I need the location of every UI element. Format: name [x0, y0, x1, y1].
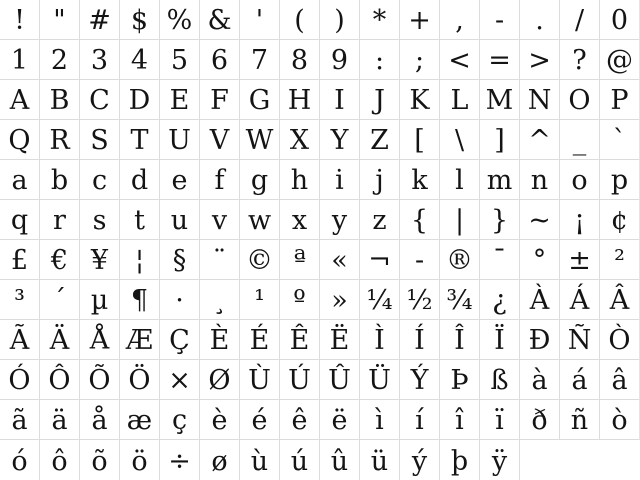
glyph-cell[interactable]: _: [560, 120, 600, 160]
glyph-cell[interactable]: M: [480, 80, 520, 120]
glyph-cell[interactable]: {: [400, 200, 440, 240]
glyph-cell[interactable]: G: [240, 80, 280, 120]
glyph-cell[interactable]: ¸: [200, 280, 240, 320]
empty-cell: [560, 440, 600, 480]
glyph-cell[interactable]: -: [400, 240, 440, 280]
glyph-cell[interactable]: 0: [600, 0, 640, 40]
glyph-cell[interactable]: Æ: [120, 320, 160, 360]
glyph-cell[interactable]: |: [440, 200, 480, 240]
glyph-cell[interactable]: Ë: [320, 320, 360, 360]
glyph-cell[interactable]: ~: [520, 200, 560, 240]
glyph-cell[interactable]: µ: [80, 280, 120, 320]
glyph-cell[interactable]: ÿ: [480, 440, 520, 480]
glyph-cell[interactable]: /: [560, 0, 600, 40]
glyph-cell[interactable]: Ô: [40, 360, 80, 400]
glyph-cell[interactable]: Ú: [280, 360, 320, 400]
glyph-cell[interactable]: î: [440, 400, 480, 440]
glyph-cell[interactable]: Ó: [0, 360, 40, 400]
glyph-cell[interactable]: ¦: [120, 240, 160, 280]
glyph-cell[interactable]: Ì: [360, 320, 400, 360]
glyph-cell[interactable]: Ø: [200, 360, 240, 400]
glyph-cell[interactable]: R: [40, 120, 80, 160]
glyph-cell[interactable]: Ü: [360, 360, 400, 400]
glyph-cell[interactable]: â: [600, 360, 640, 400]
glyph-cell[interactable]: S: [80, 120, 120, 160]
glyph-cell[interactable]: O: [560, 80, 600, 120]
glyph-cell[interactable]: ¨: [200, 240, 240, 280]
glyph-cell[interactable]: q: [0, 200, 40, 240]
glyph-cell[interactable]: i: [320, 160, 360, 200]
glyph-cell[interactable]: ½: [400, 280, 440, 320]
glyph-cell[interactable]: n: [520, 160, 560, 200]
glyph-cell[interactable]: @: [600, 40, 640, 80]
glyph-cell[interactable]: d: [120, 160, 160, 200]
glyph-cell[interactable]: e: [160, 160, 200, 200]
glyph-cell[interactable]: D: [120, 80, 160, 120]
glyph-cell[interactable]: ó: [0, 440, 40, 480]
glyph-cell[interactable]: c: [80, 160, 120, 200]
glyph-cell[interactable]: ©: [240, 240, 280, 280]
glyph-cell[interactable]: ÷: [160, 440, 200, 480]
glyph-cell[interactable]: È: [200, 320, 240, 360]
glyph-cell[interactable]: å: [80, 400, 120, 440]
glyph-cell[interactable]: ý: [400, 440, 440, 480]
glyph-cell[interactable]: ¿: [480, 280, 520, 320]
glyph-cell[interactable]: m: [480, 160, 520, 200]
glyph-cell[interactable]: :: [360, 40, 400, 80]
glyph-cell[interactable]: Ò: [600, 320, 640, 360]
glyph-cell[interactable]: 9: [320, 40, 360, 80]
glyph-cell[interactable]: p: [600, 160, 640, 200]
glyph-cell[interactable]: °: [520, 240, 560, 280]
glyph-cell[interactable]: ð: [520, 400, 560, 440]
glyph-cell[interactable]: ú: [280, 440, 320, 480]
glyph-cell[interactable]: 3: [80, 40, 120, 80]
glyph-cell[interactable]: u: [160, 200, 200, 240]
empty-cell: [600, 440, 640, 480]
glyph-cell[interactable]: £: [0, 240, 40, 280]
glyph-cell[interactable]: (: [280, 0, 320, 40]
glyph-cell[interactable]: ã: [0, 400, 40, 440]
glyph-cell[interactable]: ;: [400, 40, 440, 80]
glyph-cell[interactable]: ^: [520, 120, 560, 160]
glyph-cell[interactable]: -: [480, 0, 520, 40]
glyph-cell[interactable]: K: [400, 80, 440, 120]
glyph-cell[interactable]: +: [400, 0, 440, 40]
glyph-cell[interactable]: k: [400, 160, 440, 200]
glyph-cell[interactable]: J: [360, 80, 400, 120]
glyph-cell[interactable]: ò: [600, 400, 640, 440]
glyph-cell[interactable]: Û: [320, 360, 360, 400]
glyph-cell[interactable]: ü: [360, 440, 400, 480]
glyph-cell[interactable]: ¬: [360, 240, 400, 280]
glyph-cell[interactable]: ¥: [80, 240, 120, 280]
glyph-cell[interactable]: Ý: [400, 360, 440, 400]
glyph-cell[interactable]: <: [440, 40, 480, 80]
glyph-cell[interactable]: t: [120, 200, 160, 240]
glyph-cell[interactable]: ä: [40, 400, 80, 440]
glyph-cell[interactable]: x: [280, 200, 320, 240]
glyph-cell[interactable]: §: [160, 240, 200, 280]
glyph-cell[interactable]: I: [320, 80, 360, 120]
glyph-cell[interactable]: ´: [40, 280, 80, 320]
glyph-cell[interactable]: á: [560, 360, 600, 400]
glyph-cell[interactable]: E: [160, 80, 200, 120]
glyph-cell[interactable]: Á: [560, 280, 600, 320]
glyph-cell[interactable]: 1: [0, 40, 40, 80]
glyph-cell[interactable]: C: [80, 80, 120, 120]
glyph-cell[interactable]: s: [80, 200, 120, 240]
glyph-cell[interactable]: y: [320, 200, 360, 240]
glyph-cell[interactable]: Î: [440, 320, 480, 360]
glyph-cell[interactable]: þ: [440, 440, 480, 480]
glyph-cell[interactable]: #: [80, 0, 120, 40]
glyph-cell[interactable]: Ä: [40, 320, 80, 360]
glyph-cell[interactable]: Z: [360, 120, 400, 160]
glyph-cell[interactable]: À: [520, 280, 560, 320]
glyph-cell[interactable]: ö: [120, 440, 160, 480]
glyph-cell[interactable]: Ã: [0, 320, 40, 360]
glyph-cell[interactable]: û: [320, 440, 360, 480]
glyph-cell[interactable]: ': [240, 0, 280, 40]
glyph-cell[interactable]: ë: [320, 400, 360, 440]
glyph-cell[interactable]: ·: [160, 280, 200, 320]
glyph-cell[interactable]: ¼: [360, 280, 400, 320]
glyph-cell[interactable]: f: [200, 160, 240, 200]
glyph-cell[interactable]: Í: [400, 320, 440, 360]
glyph-cell[interactable]: X: [280, 120, 320, 160]
glyph-cell[interactable]: H: [280, 80, 320, 120]
glyph-cell[interactable]: »: [320, 280, 360, 320]
glyph-cell[interactable]: L: [440, 80, 480, 120]
glyph-cell[interactable]: Å: [80, 320, 120, 360]
glyph-cell[interactable]: Q: [0, 120, 40, 160]
glyph-cell[interactable]: ×: [160, 360, 200, 400]
glyph-cell[interactable]: !: [0, 0, 40, 40]
glyph-cell[interactable]: Â: [600, 280, 640, 320]
glyph-cell[interactable]: z: [360, 200, 400, 240]
empty-cell: [520, 440, 560, 480]
glyph-cell[interactable]: %: [160, 0, 200, 40]
glyph-cell[interactable]: 5: [160, 40, 200, 80]
glyph-cell[interactable]: í: [400, 400, 440, 440]
glyph-cell[interactable]: à: [520, 360, 560, 400]
glyph-cell[interactable]: ³: [0, 280, 40, 320]
glyph-cell[interactable]: .: [520, 0, 560, 40]
glyph-cell[interactable]: ]: [480, 120, 520, 160]
glyph-cell[interactable]: o: [560, 160, 600, 200]
glyph-cell[interactable]: ¶: [120, 280, 160, 320]
glyph-cell[interactable]: æ: [120, 400, 160, 440]
glyph-cell[interactable]: N: [520, 80, 560, 120]
glyph-cell[interactable]: \: [440, 120, 480, 160]
glyph-cell[interactable]: $: [120, 0, 160, 40]
glyph-cell[interactable]: A: [0, 80, 40, 120]
glyph-cell[interactable]: Ñ: [560, 320, 600, 360]
glyph-cell[interactable]: ¾: [440, 280, 480, 320]
glyph-cell[interactable]: Ù: [240, 360, 280, 400]
glyph-cell[interactable]: ù: [240, 440, 280, 480]
glyph-cell[interactable]: *: [360, 0, 400, 40]
glyph-cell[interactable]: ô: [40, 440, 80, 480]
glyph-cell[interactable]: ²: [600, 240, 640, 280]
glyph-cell[interactable]: >: [520, 40, 560, 80]
glyph-cell[interactable]: ñ: [560, 400, 600, 440]
glyph-cell[interactable]: Ê: [280, 320, 320, 360]
glyph-cell[interactable]: b: [40, 160, 80, 200]
glyph-cell[interactable]: 6: [200, 40, 240, 80]
glyph-cell[interactable]: g: [240, 160, 280, 200]
glyph-cell[interactable]: P: [600, 80, 640, 120]
glyph-cell[interactable]: h: [280, 160, 320, 200]
glyph-cell[interactable]: j: [360, 160, 400, 200]
glyph-cell[interactable]: ß: [480, 360, 520, 400]
glyph-cell[interactable]: º: [280, 280, 320, 320]
glyph-cell[interactable]: v: [200, 200, 240, 240]
glyph-cell[interactable]: a: [0, 160, 40, 200]
glyph-cell[interactable]: 8: [280, 40, 320, 80]
glyph-cell[interactable]: Ð: [520, 320, 560, 360]
glyph-cell[interactable]: l: [440, 160, 480, 200]
glyph-cell[interactable]: ï: [480, 400, 520, 440]
glyph-cell[interactable]: =: [480, 40, 520, 80]
glyph-cell[interactable]: ,: [440, 0, 480, 40]
glyph-cell[interactable]: ¹: [240, 280, 280, 320]
glyph-cell[interactable]: ¡: [560, 200, 600, 240]
glyph-cell[interactable]: [: [400, 120, 440, 160]
glyph-cell[interactable]: è: [200, 400, 240, 440]
glyph-cell[interactable]: ì: [360, 400, 400, 440]
glyph-cell[interactable]: Ï: [480, 320, 520, 360]
glyph-cell[interactable]: F: [200, 80, 240, 120]
glyph-cell[interactable]: B: [40, 80, 80, 120]
glyph-cell[interactable]: 4: [120, 40, 160, 80]
glyph-cell[interactable]: õ: [80, 440, 120, 480]
glyph-cell[interactable]: Y: [320, 120, 360, 160]
glyph-cell[interactable]: ®: [440, 240, 480, 280]
glyph-cell[interactable]: w: [240, 200, 280, 240]
glyph-cell[interactable]: Ö: [120, 360, 160, 400]
glyph-cell[interactable]: r: [40, 200, 80, 240]
glyph-cell[interactable]: ç: [160, 400, 200, 440]
glyph-cell[interactable]: ¢: [600, 200, 640, 240]
glyph-cell[interactable]: V: [200, 120, 240, 160]
glyph-cell[interactable]: ª: [280, 240, 320, 280]
glyph-cell[interactable]: T: [120, 120, 160, 160]
glyph-cell[interactable]: ): [320, 0, 360, 40]
glyph-cell[interactable]: U: [160, 120, 200, 160]
glyph-cell[interactable]: €: [40, 240, 80, 280]
glyph-cell[interactable]: }: [480, 200, 520, 240]
glyph-cell[interactable]: W: [240, 120, 280, 160]
glyph-cell[interactable]: ": [40, 0, 80, 40]
glyph-cell[interactable]: ø: [200, 440, 240, 480]
glyph-cell[interactable]: Þ: [440, 360, 480, 400]
glyph-cell[interactable]: Õ: [80, 360, 120, 400]
glyph-cell[interactable]: 2: [40, 40, 80, 80]
glyph-cell[interactable]: É: [240, 320, 280, 360]
glyph-cell[interactable]: é: [240, 400, 280, 440]
glyph-cell[interactable]: Ç: [160, 320, 200, 360]
glyph-cell[interactable]: ±: [560, 240, 600, 280]
glyph-cell[interactable]: ¯: [480, 240, 520, 280]
glyph-cell[interactable]: ?: [560, 40, 600, 80]
glyph-cell[interactable]: «: [320, 240, 360, 280]
glyph-cell[interactable]: `: [600, 120, 640, 160]
glyph-cell[interactable]: &: [200, 0, 240, 40]
glyph-cell[interactable]: ê: [280, 400, 320, 440]
glyph-cell[interactable]: 7: [240, 40, 280, 80]
